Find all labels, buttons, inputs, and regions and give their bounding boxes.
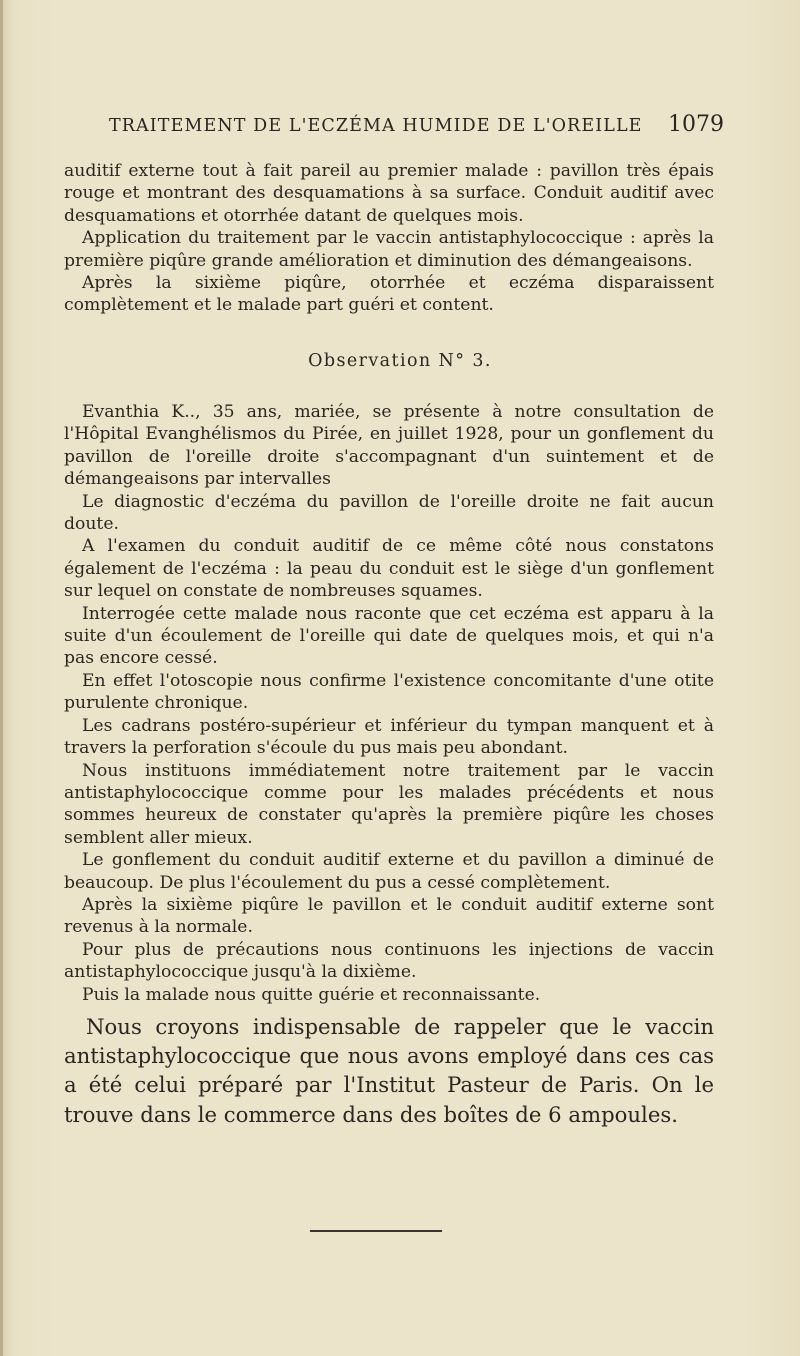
closing-text [64, 1012, 714, 1129]
page-number: 1079 [668, 112, 724, 137]
paragraph: Le gonflement du conduit auditif externe et du pavillon a diminué de beaucoup. De plus l'écoulement du pus a cessé complètement. [64, 850, 714, 893]
paragraph: A l'examen du conduit auditif de ce même côté nous constatons également de l'eczéma : la peau du conduit est le siège d'un gonflement sur lequel on constate de nombreuses squames. [64, 536, 714, 602]
paragraph: Pour plus de précautions nous continuons les injections de vaccin antistaphylococcique jusqu'à la dixième. [64, 939, 714, 983]
paragraph: Après la sixième piqûre, otorrhée et eczéma disparaissent complètement et le malade part guéri et content. [64, 273, 714, 316]
running-title: TRAITEMENT DE L'ECZÉMA HUMIDE DE L'OREILLE [109, 116, 643, 136]
paragraph: auditif externe tout à fait pareil au premier malade : pavillon très épais rouge et montrant des desquamations à sa surface. Conduit auditif avec desquamations et otorrhée datant de quelques mois. [64, 161, 714, 226]
end-rule [310, 1230, 442, 1232]
paragraph: Nous instituons immédiatement notre traitement par le vaccin antistaphylococcique comme pour les malades précédents et nous sommes heureux de constater qu'après la première piqûre les choses semblent aller mieux. [64, 760, 714, 848]
paragraph: En effet l'otoscopie nous confirme l'existence concomitante d'une otite purulente chronique. [64, 670, 714, 714]
paragraph: Puis la malade nous quitte guérie et reconnaissante. [82, 984, 541, 1005]
paragraph: Application du traitement par le vaccin antistaphylococcique : après la première piqûre grande amélioration et diminution des démangeaisons. [64, 228, 714, 271]
paragraph: Les cadrans postéro-supérieur et inférieur du tympan manquent et à travers la perforation s'écoule du pus mais peu abondant. [64, 715, 714, 759]
observation-text [64, 401, 714, 1006]
page-binding-edge [0, 0, 3, 1356]
paragraph: Après la sixième piqûre le pavillon et le conduit auditif externe sont revenus à la normale. [64, 894, 714, 938]
paragraph: Evanthia K.., 35 ans, mariée, se présente à notre consultation de l'Hôpital Evanghélismos du Pirée, en juillet 1928, pour un gonflement du pavillon de l'oreille droite s'accompagnant d'un suintement et de démangeaisons par intervalles [64, 402, 714, 490]
running-header [109, 112, 724, 137]
paragraph: Interrogée cette malade nous raconte que cet eczéma est apparu à la suite d'un écoulement de l'oreille qui date de quelques mois, et qui n'a pas encore cessé. [64, 603, 714, 669]
paragraph: Nous croyons indispensable de rappeler que le vaccin antistaphylococcique que nous avons employé dans ces cas a été celui préparé par l'Institut Pasteur de Paris. On le trouve dans le commerce dans des boîtes de 6 ampoules. [64, 1014, 714, 1127]
observation-heading: Observation N° 3. [308, 351, 492, 371]
continuation-text [64, 160, 714, 317]
paragraph: Le diagnostic d'eczéma du pavillon de l'oreille droite ne fait aucun doute. [64, 491, 714, 535]
